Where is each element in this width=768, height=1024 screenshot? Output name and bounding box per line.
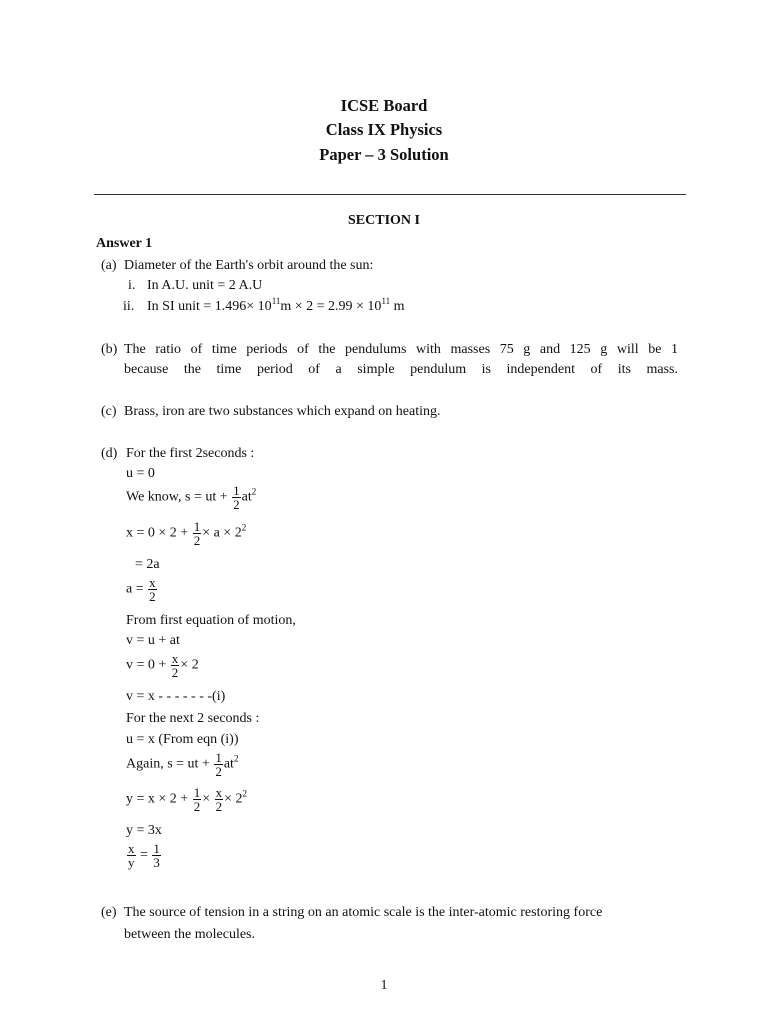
half-fraction: $\frac{1}{2}$ — [215, 750, 222, 779]
d-line-a-eq: a = $\frac{x}{2}$ — [126, 575, 156, 604]
header-board: ICSE Board — [340, 96, 428, 115]
part-e-line1: The source of tension in a string on an atomic scale is the inter-atomic restoring force — [124, 905, 603, 920]
d-line-next-2s: For the next 2 seconds : — [126, 711, 260, 726]
d-line-v-eq: v = 0 + $\frac{x}{2}$ × 2 — [126, 651, 199, 680]
page-number: 1 — [380, 978, 388, 993]
half-fraction: $\frac{1}{2}$ — [193, 785, 201, 814]
part-a-i-text: In A.U. unit = 2 A.U — [147, 278, 263, 293]
part-e-label: (e) — [101, 905, 117, 920]
header-divider — [94, 194, 686, 195]
d-line-first-eq-motion: From first equation of motion, — [126, 613, 296, 628]
header-class: Class IX Physics — [325, 120, 443, 139]
x-half-fraction: $\frac{x}{2}$ — [171, 651, 179, 680]
d-line-y-eq: y = x × 2 + $\frac{1}{2}$ × $\frac{x}{2}$ × $2^2$ — [126, 785, 247, 814]
d-line-we-know: We know, s = ut + $\frac{1}{2}$ $at^2$ — [126, 483, 257, 512]
d-line-x-eq: x = 0 × 2 + $\frac{1}{2}$ × $a \times 2^2$ — [126, 519, 247, 548]
d-line-v-u-at: v = u + at — [126, 633, 180, 648]
part-a-i-label: i. — [128, 278, 136, 293]
header-paper: Paper – 3 Solution — [319, 145, 449, 164]
part-a-label: (a) — [101, 258, 117, 273]
d-line-2a: = 2a — [135, 557, 160, 572]
half-fraction: $\frac{1}{2}$ — [233, 483, 240, 512]
part-d-label: (d) — [101, 446, 118, 461]
x-over-y-fraction: $\frac{x}{y}$ — [128, 841, 135, 870]
half-fraction: $\frac{1}{2}$ — [193, 519, 201, 548]
part-a-text: Diameter of the Earth's orbit around the sun: — [124, 258, 374, 273]
section-title: SECTION I — [348, 213, 420, 228]
x-half-fraction: $\frac{x}{2}$ — [149, 575, 156, 604]
part-b-line2: because the time period of a simple pendulum is independent of its mass. — [124, 362, 678, 377]
one-third-fraction: $\frac{1}{3}$ — [153, 841, 160, 870]
d-line-u-x: u = x (From eqn (i)) — [126, 732, 239, 747]
part-a-ii-text: In SI unit = $1.496\times 10^{11}m \times 2 = 2.99 \times 10^{11}$ m — [147, 296, 405, 314]
d-line-again: Again, s = ut + $\frac{1}{2}$ $at^2$ — [126, 750, 239, 779]
part-e-line2: between the molecules. — [124, 927, 256, 942]
d-line-y-3x: y = 3x — [126, 823, 162, 838]
d-line-first-2s: For the first 2seconds : — [126, 446, 255, 461]
d-line-ratio: $\frac{x}{y}$ = $\frac{1}{3}$ — [128, 841, 160, 870]
d-line-v-x: v = x - - - - - - -(i) — [126, 689, 226, 704]
part-c-text: Brass, iron are two substances which expand on heating. — [124, 404, 441, 419]
part-b-label: (b) — [101, 342, 118, 357]
d-line-u0: u = 0 — [126, 466, 155, 481]
x-half-fraction: $\frac{x}{2}$ — [215, 785, 223, 814]
part-a-ii-label: ii. — [123, 299, 135, 314]
answer-title: Answer 1 — [96, 236, 153, 251]
part-b-line1: The ratio of time periods of the pendulums with masses 75 g and 125 g will be 1 — [124, 342, 678, 357]
part-c-label: (c) — [101, 404, 117, 419]
